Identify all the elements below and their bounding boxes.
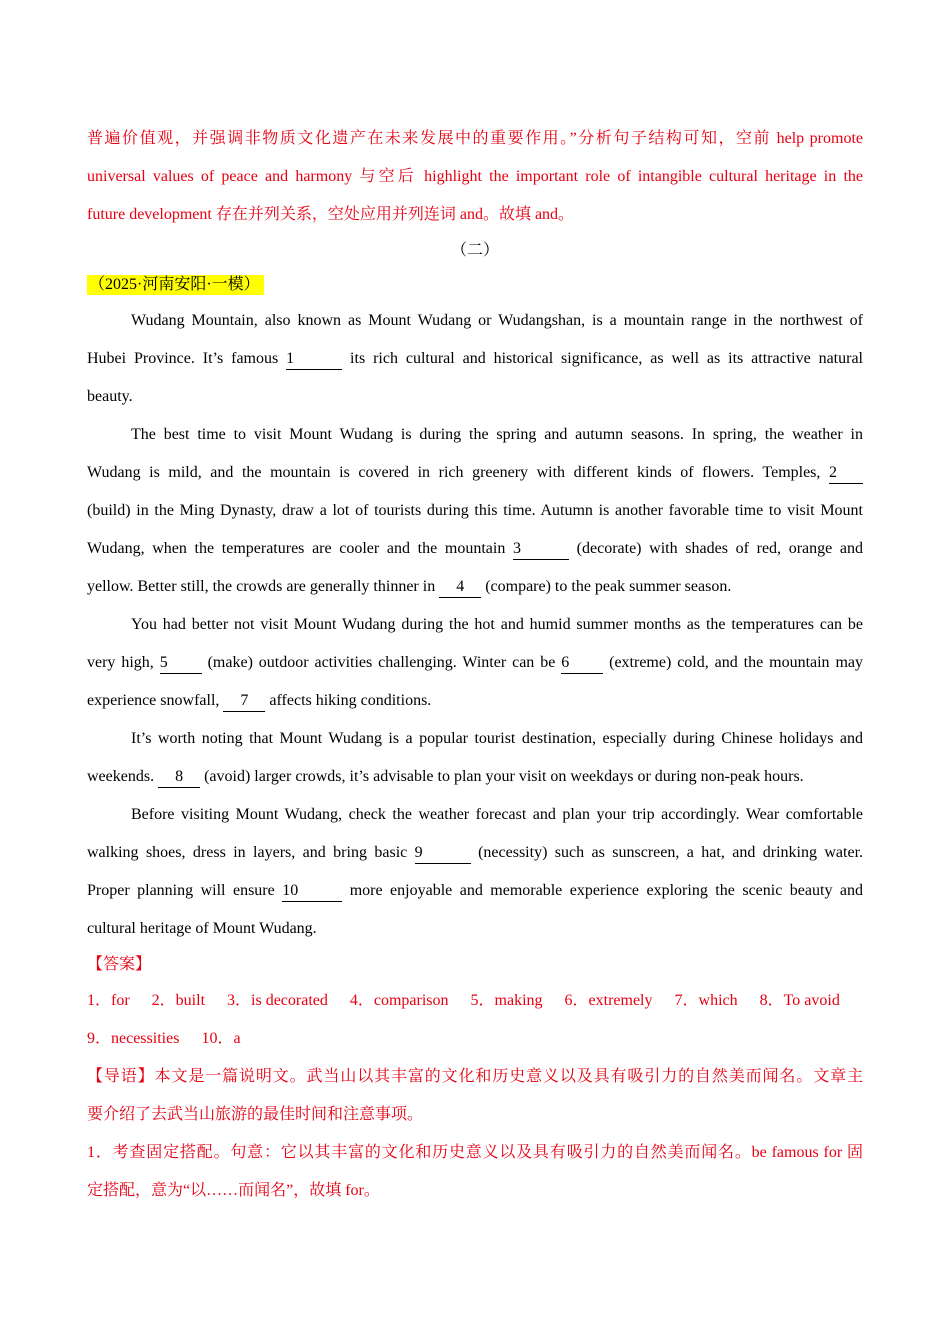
text-segment: Proper planning will ensure xyxy=(87,882,275,899)
passage-paragraph-4 xyxy=(87,720,863,796)
answer-item: 9．necessities xyxy=(87,1030,180,1047)
text-segment: Wudang is mild, and the mountain is covered in rich greenery with different kinds of flowers. Temples, xyxy=(87,464,821,481)
source-tag: （2025·河南安阳·一模） xyxy=(87,275,264,295)
answer-row-2 xyxy=(87,1020,863,1058)
answer-row-1 xyxy=(87,982,863,1020)
answer-item: 7．which xyxy=(674,992,738,1009)
answer-item: 1．for xyxy=(87,992,130,1009)
blank-1: 1 xyxy=(286,350,342,370)
passage-paragraph-2 xyxy=(87,416,863,606)
answer-item: 5．making xyxy=(470,992,543,1009)
text-segment: more enjoyable and memorable experience exploring the scenic beauty and xyxy=(349,882,864,899)
passage-line xyxy=(87,568,863,606)
page-content xyxy=(87,120,863,1210)
guide-line-1: 【导语】本文是一篇说明文。武当山以其丰富的文化和历史意义以及具有吸引力的自然美而闻名。文章主 xyxy=(87,1068,863,1085)
passage-line xyxy=(87,340,863,378)
text-segment: Hubei Province. It’s famous xyxy=(87,350,279,367)
blank-5: 5 xyxy=(160,654,202,674)
passage-line: Before visiting Mount Wudang, check the weather forecast and plan your trip accordingly. Wear comfortable xyxy=(131,806,863,823)
passage-line xyxy=(87,758,863,796)
text-segment: (make) outdoor activities challenging. Winter can be xyxy=(207,654,556,671)
blank-8: 8 xyxy=(158,768,200,788)
answer-item: 4．comparison xyxy=(349,992,449,1009)
text-segment: Wudang, when the temperatures are cooler and the mountain xyxy=(87,540,506,557)
answer-item: 8．To avoid xyxy=(759,992,840,1009)
blank-10: 10 xyxy=(282,882,342,902)
blank-6: 6 xyxy=(561,654,603,674)
passage-paragraph-1 xyxy=(87,302,863,416)
text-segment: weekends. xyxy=(87,768,155,785)
text-segment: (necessity) such as sunscreen, a hat, and drinking water. xyxy=(478,844,864,861)
answer-item: 10．a xyxy=(201,1030,241,1047)
answer-item: 2．built xyxy=(151,992,206,1009)
section-marker: （二） xyxy=(450,242,499,259)
guide-line-2: 要介绍了去武当山旅游的最佳时间和注意事项。 xyxy=(87,1106,424,1123)
passage-line xyxy=(87,682,863,720)
passage-line: Wudang Mountain, also known as Mount Wudang or Wudangshan, is a mountain range in the northwest of xyxy=(131,312,863,329)
source-tag-row xyxy=(87,268,863,302)
passage-line xyxy=(87,872,863,910)
text-segment: (extreme) cold, and the mountain may xyxy=(609,654,864,671)
text-segment: yellow. Better still, the crowds are generally thinner in xyxy=(87,578,436,595)
passage-line: It’s worth noting that Mount Wudang is a popular tourist destination, especially during Chinese holidays and xyxy=(131,730,863,747)
text-segment: (decorate) with shades of red, orange and xyxy=(576,540,864,557)
explanation-1-line-1: 1．考查固定搭配。句意：它以其丰富的文化和历史意义以及具有吸引力的自然美而闻名。be famous for 固 xyxy=(87,1144,863,1161)
text-segment: its rich cultural and historical significance, as well as its attractive natural xyxy=(350,350,864,367)
intro-line-3: future development 存在并列关系，空处应用并列连词 and。故填 and。 xyxy=(87,206,575,223)
text-segment: (avoid) larger crowds, it’s advisable to plan your visit on weekdays or during non-peak hours. xyxy=(204,768,804,785)
explanation-1-line-2: 定搭配，意为“以……而闻名”，故填 for。 xyxy=(87,1182,380,1199)
blank-4: 4 xyxy=(439,578,481,598)
intro-line-2: universal values of peace and harmony 与空后 highlight the important role of intangible cultural heritage in the xyxy=(87,168,863,185)
answer-heading: 【答案】 xyxy=(87,956,152,973)
passage-line xyxy=(87,834,863,872)
passage-paragraph-5 xyxy=(87,796,863,948)
blank-9: 9 xyxy=(415,844,471,864)
answer-item: 3．is decorated xyxy=(227,992,328,1009)
blank-2: 2 xyxy=(829,464,863,484)
answer-item: 6．extremely xyxy=(564,992,653,1009)
passage-line: (build) in the Ming Dynasty, draw a lot of tourists during this time. Autumn is another favorable time to visit Mount xyxy=(87,502,863,519)
passage-paragraph-3 xyxy=(87,606,863,720)
passage-line: cultural heritage of Mount Wudang. xyxy=(87,920,317,937)
text-segment: (compare) to the peak summer season. xyxy=(485,578,732,595)
blank-3: 3 xyxy=(513,540,569,560)
intro-line-1: 普遍价值观，并强调非物质文化遗产在未来发展中的重要作用。”分析句子结构可知，空前 help promote xyxy=(87,130,863,147)
passage-line xyxy=(87,644,863,682)
text-segment: affects hiking conditions. xyxy=(269,692,432,709)
text-segment: walking shoes, dress in layers, and bring basic xyxy=(87,844,408,861)
passage-line xyxy=(87,454,863,492)
blank-7: 7 xyxy=(223,692,265,712)
text-segment: experience snowfall, xyxy=(87,692,220,709)
passage-line: beauty. xyxy=(87,388,133,405)
passage-line: The best time to visit Mount Wudang is during the spring and autumn seasons. In spring, the weather in xyxy=(131,426,863,443)
passage-line xyxy=(87,530,863,568)
passage-line: You had better not visit Mount Wudang during the hot and humid summer months as the temperatures can be xyxy=(131,616,863,633)
text-segment: very high, xyxy=(87,654,154,671)
